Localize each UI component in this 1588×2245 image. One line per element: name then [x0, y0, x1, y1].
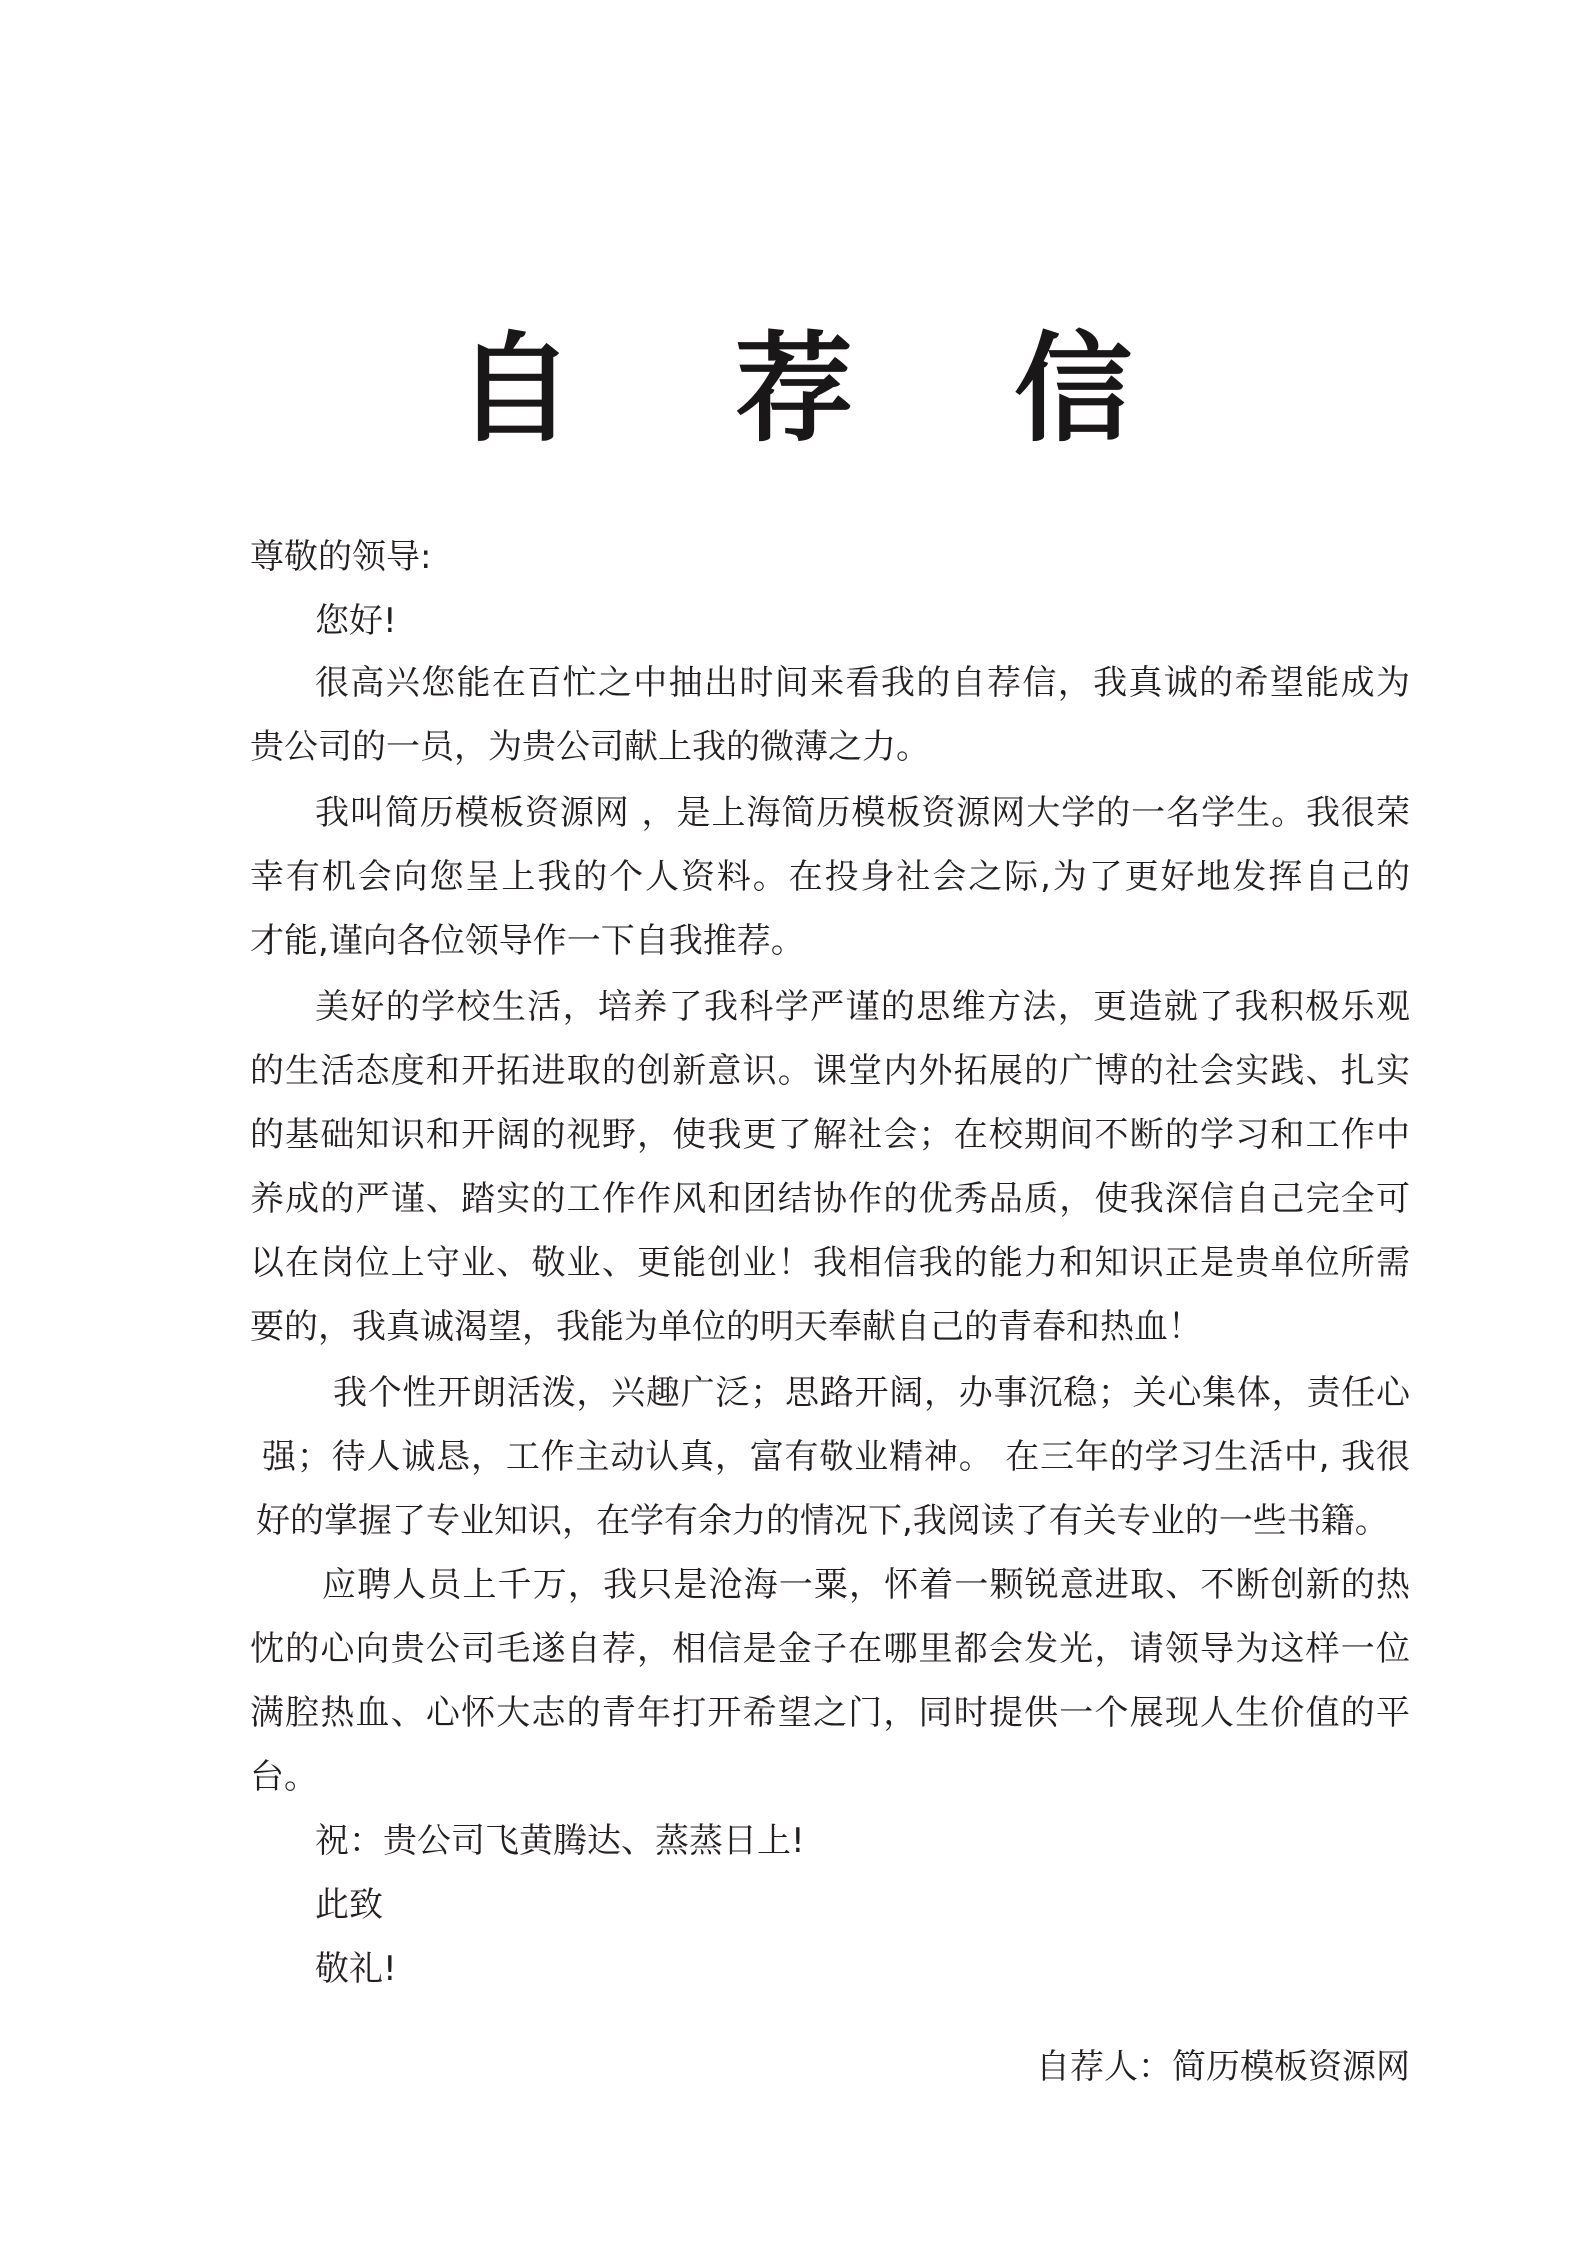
- paragraph-line: 幸有机会向您呈上我的个人资料。在投身社会之际,为了更好地发挥自己的: [250, 857, 1410, 897]
- document-title: 自 荐 信: [455, 320, 1193, 458]
- paragraph-line: 台。: [250, 1757, 318, 1797]
- paragraph-line: 美好的学校生活，培养了我科学严谨的思维方法，更造就了我积极乐观: [315, 987, 1410, 1027]
- paragraph-line: 我个性开朗活泼，兴趣广泛；思路开阔，办事沉稳；关心集体，责任心: [333, 1373, 1410, 1413]
- paragraph-line: 应聘人员上千万，我只是沧海一粟，怀着一颗锐意进取、不断创新的热: [322, 1565, 1410, 1605]
- paragraph-line: 好的掌握了专业知识，在学有余力的情况下,我阅读了有关专业的一些书籍。: [256, 1501, 1389, 1541]
- paragraph-line: 的生活态度和开拓进取的创新意识。课堂内外拓展的广博的社会实践、扎实: [250, 1051, 1410, 1091]
- paragraph-line: 贵公司的一员，为贵公司献上我的微薄之力。: [250, 727, 930, 767]
- paragraph-line: 的基础知识和开阔的视野，使我更了解社会；在校期间不断的学习和工作中: [250, 1115, 1410, 1155]
- paragraph-line: 我叫简历模板资源网 ，是上海简历模板资源网大学的一名学生。我很荣: [315, 793, 1410, 833]
- signature: 自荐人：简历模板资源网: [1036, 2047, 1410, 2087]
- paragraph-line: 忱的心向贵公司毛遂自荐，相信是金子在哪里都会发光，请领导为这样一位: [250, 1629, 1410, 1669]
- paragraph-line: 满腔热血、心怀大志的青年打开希望之门，同时提供一个展现人生价值的平: [250, 1693, 1410, 1733]
- paragraph-line: 养成的严谨、踏实的工作作风和团结协作的优秀品质，使我深信自己完全可: [250, 1179, 1410, 1219]
- paragraph-line: 要的，我真诚渴望，我能为单位的明天奉献自己的青春和热血！: [250, 1307, 1202, 1347]
- paragraph-line: 强；待人诚恳，工作主动认真，富有敬业精神。 在三年的学习生活中, 我很: [262, 1437, 1410, 1477]
- greeting: 您好!: [315, 601, 397, 641]
- closing-line: 此致: [315, 1885, 383, 1925]
- wishes-line: 祝：贵公司飞黄腾达、蒸蒸日上!: [315, 1821, 805, 1861]
- salutation: 尊敬的领导:: [250, 537, 432, 577]
- closing-line: 敬礼!: [315, 1949, 397, 1989]
- paragraph-line: 才能,谨向各位领导作一下自我推荐。: [250, 921, 805, 961]
- paragraph-line: 以在岗位上守业、敬业、更能创业！我相信我的能力和知识正是贵单位所需: [250, 1243, 1410, 1283]
- paragraph-line: 很高兴您能在百忙之中抽出时间来看我的自荐信，我真诚的希望能成为: [315, 663, 1410, 703]
